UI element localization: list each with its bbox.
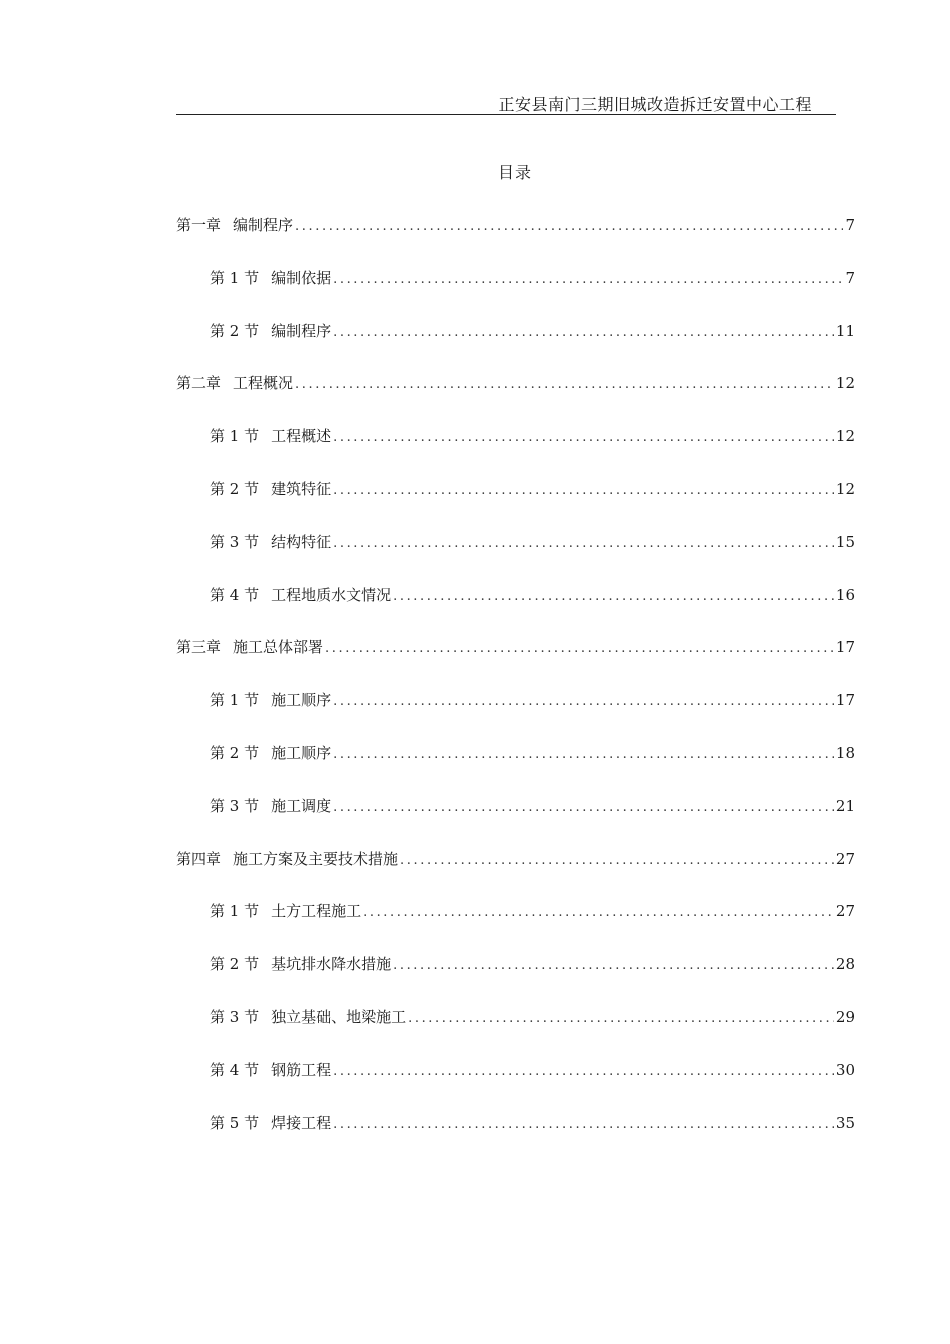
toc-entry-name: 编制依据 bbox=[271, 269, 332, 287]
toc-entry-name: 建筑特征 bbox=[271, 480, 332, 498]
toc-section-entry[interactable] bbox=[210, 1059, 855, 1081]
toc-entry-page-number: 29 bbox=[835, 1008, 855, 1026]
toc-chapter-entry[interactable] bbox=[176, 636, 855, 658]
toc-entry-name: 编制程序 bbox=[233, 216, 294, 234]
toc-leader-dots bbox=[295, 219, 843, 234]
toc-leader-dots bbox=[333, 536, 834, 551]
toc-entry-label: 第 1 节 bbox=[210, 902, 260, 920]
toc-entry-name: 土方工程施工 bbox=[271, 902, 362, 920]
toc-title: 目录 bbox=[497, 163, 532, 182]
toc-leader-dots bbox=[333, 483, 834, 498]
toc-entry-label: 第 2 节 bbox=[210, 744, 260, 762]
toc-chapter-entry[interactable] bbox=[176, 848, 855, 870]
toc-leader-dots bbox=[333, 747, 834, 762]
toc-entry-page-number: 12 bbox=[835, 374, 855, 392]
toc-entry-page-number: 11 bbox=[835, 322, 855, 340]
toc-section-entry[interactable] bbox=[210, 267, 855, 289]
toc-leader-dots bbox=[400, 853, 834, 868]
toc-entry-name: 施工顺序 bbox=[271, 691, 332, 709]
toc-section-entry[interactable] bbox=[210, 795, 855, 817]
toc-section-entry[interactable] bbox=[210, 689, 855, 711]
toc-entry-page-number: 21 bbox=[835, 797, 855, 815]
toc-chapter-entry[interactable] bbox=[176, 214, 855, 236]
toc-leader-dots bbox=[393, 589, 834, 604]
toc-entry-name: 工程概况 bbox=[233, 374, 294, 392]
header-title: 正安县南门三期旧城改造拆迁安置中心工程 bbox=[498, 95, 812, 114]
page-header bbox=[176, 92, 836, 115]
toc-entry-name: 编制程序 bbox=[271, 322, 332, 340]
toc-entry-name: 钢筋工程 bbox=[271, 1061, 332, 1079]
toc-leader-dots bbox=[393, 958, 834, 973]
toc-entry-name: 独立基础、地梁施工 bbox=[271, 1008, 407, 1026]
toc-section-entry[interactable] bbox=[210, 478, 855, 500]
toc-leader-dots bbox=[408, 1011, 834, 1026]
toc-entry-page-number: 12 bbox=[835, 480, 855, 498]
toc-entry-name: 施工顺序 bbox=[271, 744, 332, 762]
toc-entry-name: 基坑排水降水措施 bbox=[271, 955, 392, 973]
toc-entry-name: 施工总体部署 bbox=[233, 638, 324, 656]
toc-entry-label: 第 5 节 bbox=[210, 1114, 260, 1132]
toc-leader-dots bbox=[333, 800, 834, 815]
toc-entry-name: 结构特征 bbox=[271, 533, 332, 551]
toc-leader-dots bbox=[363, 905, 834, 920]
toc-section-entry[interactable] bbox=[210, 900, 855, 922]
toc-section-entry[interactable] bbox=[210, 531, 855, 553]
toc-section-entry[interactable] bbox=[210, 1006, 855, 1028]
toc-entry-name: 施工方案及主要技术措施 bbox=[233, 850, 399, 868]
toc-entry-label: 第一章 bbox=[176, 216, 222, 234]
toc-section-entry[interactable] bbox=[210, 953, 855, 975]
toc-entry-name: 工程地质水文情况 bbox=[271, 586, 392, 604]
toc-entry-label: 第 1 节 bbox=[210, 269, 260, 287]
toc-entry-label: 第二章 bbox=[176, 374, 222, 392]
toc-leader-dots bbox=[295, 377, 834, 392]
toc-entry-page-number: 15 bbox=[835, 533, 855, 551]
toc-leader-dots bbox=[333, 272, 843, 287]
toc-leader-dots bbox=[333, 1117, 834, 1132]
toc-entry-page-number: 16 bbox=[835, 586, 855, 604]
toc-entry-label: 第 4 节 bbox=[210, 1061, 260, 1079]
toc-chapter-entry[interactable] bbox=[176, 372, 855, 394]
toc-leader-dots bbox=[333, 430, 834, 445]
toc-entry-page-number: 30 bbox=[835, 1061, 855, 1079]
toc-entry-page-number: 17 bbox=[835, 638, 855, 656]
toc-entry-label: 第 3 节 bbox=[210, 797, 260, 815]
toc-entry-page-number: 28 bbox=[835, 955, 855, 973]
toc-entry-label: 第四章 bbox=[176, 850, 222, 868]
toc-leader-dots bbox=[325, 641, 834, 656]
toc-entry-label: 第 2 节 bbox=[210, 322, 260, 340]
toc-entry-page-number: 35 bbox=[835, 1114, 855, 1132]
toc-section-entry[interactable] bbox=[210, 742, 855, 764]
toc-entry-page-number: 12 bbox=[835, 427, 855, 445]
toc-entry-name: 施工调度 bbox=[271, 797, 332, 815]
toc-entry-label: 第 3 节 bbox=[210, 533, 260, 551]
toc-entry-label: 第 2 节 bbox=[210, 480, 260, 498]
toc-section-entry[interactable] bbox=[210, 425, 855, 447]
toc-leader-dots bbox=[333, 694, 834, 709]
toc-entry-page-number: 27 bbox=[835, 850, 855, 868]
toc-entry-name: 工程概述 bbox=[271, 427, 332, 445]
toc-leader-dots bbox=[333, 325, 834, 340]
toc-entry-label: 第 1 节 bbox=[210, 691, 260, 709]
toc-entry-page-number: 27 bbox=[835, 902, 855, 920]
toc-entry-page-number: 7 bbox=[845, 269, 855, 287]
toc-entry-label: 第 4 节 bbox=[210, 586, 260, 604]
toc-section-entry[interactable] bbox=[210, 584, 855, 606]
toc-entry-name: 焊接工程 bbox=[271, 1114, 332, 1132]
toc-entry-page-number: 17 bbox=[835, 691, 855, 709]
toc-entry-label: 第 2 节 bbox=[210, 955, 260, 973]
toc-entry-page-number: 7 bbox=[845, 216, 855, 234]
toc-entry-page-number: 18 bbox=[835, 744, 855, 762]
toc-entry-label: 第三章 bbox=[176, 638, 222, 656]
toc-entry-label: 第 1 节 bbox=[210, 427, 260, 445]
toc-entry-label: 第 3 节 bbox=[210, 1008, 260, 1026]
toc-section-entry[interactable] bbox=[210, 320, 855, 342]
toc-section-entry[interactable] bbox=[210, 1112, 855, 1134]
toc-leader-dots bbox=[333, 1064, 834, 1079]
